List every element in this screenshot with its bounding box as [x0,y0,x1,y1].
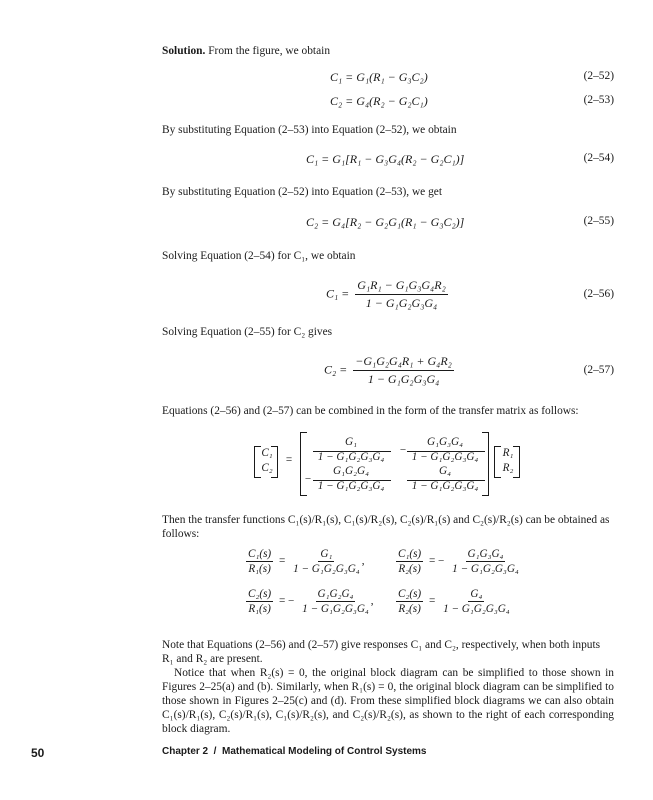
tf-c1-r2 [396,548,521,575]
equation-2-54-body: C₁ = G₁[R₁ − G₃G₄(R₂ − G₂C₁)] [306,152,465,166]
m11-denominator: 1 − G₁G₂G₃G₄ [317,451,385,463]
tf-c2-r1-lhs [246,588,273,615]
running-footer: Chapter 2 / Mathematical Modeling of Control Systems [162,746,427,757]
tf-c2-r1-lhs-den: R₁(s) [248,603,271,615]
tf-c2-r2-rhs [441,588,512,615]
tf-c1-r2-lhs-num: C₁(s) [398,548,422,560]
tf-c2-r2-lhs-den: R₂(s) [398,603,421,615]
tf-c1-r2-rhs-num: G₁G₃G₄ [467,548,504,560]
tf-c1-r1-rhs [291,548,362,575]
paragraph-matrix-intro: Equations (2–56) and (2–57) can be combined in the form of the transfer matrix as follows: [162,405,579,417]
equation-number-2-54: (2–54) [583,152,614,164]
paragraph-solve-2: Solving Equation (2–55) for C₂ gives [162,326,333,338]
solution-label: Solution. [162,45,206,57]
tf-c2-r1-rhs [300,588,371,615]
tf-c1-r1 [246,548,364,575]
tf-c1-r2-lhs [396,548,423,575]
equation-number-2-57: (2–57) [583,364,614,376]
equation-2-57-lhs: C₂ = [324,362,348,377]
tf-c2-r1-rhs-num: G₁G₂G₄ [317,588,354,600]
equation-number-2-56: (2–56) [583,288,614,300]
m11-numerator: G₁ [345,436,357,448]
equation-2-55-body: C₂ = G₄[R₂ − G₂G₁(R₁ − G₃C₂)] [306,215,465,229]
equation-2-57-denominator: 1 − G₁G₂G₃G₄ [367,372,440,386]
tf-c1-r2-rhs [450,548,521,575]
tf-c2-r2-eq: = [428,595,436,608]
tf-c2-r2-lhs-num: C₂(s) [398,588,422,600]
m12-denominator: 1 − G₁G₂G₃G₄ [411,451,479,463]
paragraph-solve-1: Solving Equation (2–54) for C₁, we obtain [162,250,356,262]
m12-numerator: G₁G₃G₄ [427,436,463,448]
tf-c2-r1-comma: , [370,595,374,608]
tf-c2-r1-rhs-den: 1 − G₁G₂G₃G₄ [302,603,369,615]
equation-2-57-numerator: −G₁G₂G₄R₁ + G₄R₂ [353,354,454,371]
tf-c1-r1-rhs-num: G₁ [320,548,333,560]
tf-c1-r1-eq: = [278,555,286,568]
tf-c1-r1-comma: , [361,555,365,568]
equation-2-52-body: C₁ = G₁(R₁ − G₃C₂) [330,70,428,84]
c2-entry: C₂ [261,462,273,474]
r1-entry: R₁ [502,447,514,459]
m22-denominator: 1 − G₁G₂G₃G₄ [411,480,479,492]
equation-2-53-body: C₂ = G₄(R₂ − G₂C₁) [330,94,428,108]
equation-number-2-52: (2–52) [583,70,614,82]
tf-c1-r1-rhs-den: 1 − G₁G₂G₃G₄ [293,563,360,575]
page-number: 50 [31,746,45,760]
tf-c2-r2 [396,588,512,615]
matrix-equals-sign: = [285,454,293,466]
equation-2-56-numerator: G₁R₁ − G₁G₃G₄R₂ [355,278,447,295]
tf-c1-r2-rhs-den: 1 − G₁G₂G₃G₄ [452,563,519,575]
tf-c2-r1-lhs-num: C₂(s) [248,588,272,600]
paragraph-note: Note that Equations (2–56) and (2–57) give responses C₁ and C₂, respectively, when both inputs R₁ and R₂ are present. [162,639,601,665]
m22-numerator: G₄ [439,465,451,477]
tf-c1-r2-eq: = − [428,555,445,568]
m21-minus-sign: − [304,473,312,485]
paragraph-substitute-1: By substituting Equation (2–53) into Equation (2–52), we obtain [162,124,457,136]
tf-c2-r1 [246,588,374,615]
paragraph-notice: Notice that when R₂(s) = 0, the original block diagram can be simplified to those shown in Figures 2–25(a) and (b). Similarly, when R₁(s) = 0, the original block diagram can be simplified to those shown in Figures 2–25(c) and (d). From these simplified block diagrams we can also obtain C₁(s)/R₁(s), C₂(s)/R₁(s), C₁(s)/R₂(s), and C₂(s)/R₂(s), as shown to the right of each corresponding block diagram. [162,667,614,735]
m12-minus-sign: − [399,444,407,456]
equation-number-2-53: (2–53) [583,94,614,106]
tf-c1-r1-lhs [246,548,273,575]
paragraph-substitute-2: By substituting Equation (2–52) into Equation (2–53), we get [162,186,442,198]
solution-text: From the figure, we obtain [205,45,331,57]
equation-2-56-denominator: 1 − G₁G₂G₃G₄ [365,296,438,310]
tf-c2-r1-eq: = − [278,595,295,608]
c1-entry: C₁ [261,447,273,459]
tf-c2-r2-lhs [396,588,423,615]
tf-c1-r1-lhs-num: C₁(s) [248,548,272,560]
tf-c1-r2-lhs-den: R₂(s) [398,563,421,575]
tf-c2-r2-rhs-num: G₄ [470,588,483,600]
equation-number-2-55: (2–55) [583,215,614,227]
r2-entry: R₂ [502,462,514,474]
equation-2-56-lhs: C₁ = [326,286,350,301]
tf-c1-r1-lhs-den: R₁(s) [248,563,271,575]
tf-c2-r2-rhs-den: 1 − G₁G₂G₃G₄ [443,603,510,615]
paragraph-transfer-functions: Then the transfer functions C₁(s)/R₁(s), C₁(s)/R₂(s), C₂(s)/R₁(s) and C₂(s)/R₂(s) can be obtained as follows: [162,514,610,540]
m21-denominator: 1 − G₁G₂G₃G₄ [317,480,385,492]
m21-numerator: G₁G₂G₄ [333,465,369,477]
